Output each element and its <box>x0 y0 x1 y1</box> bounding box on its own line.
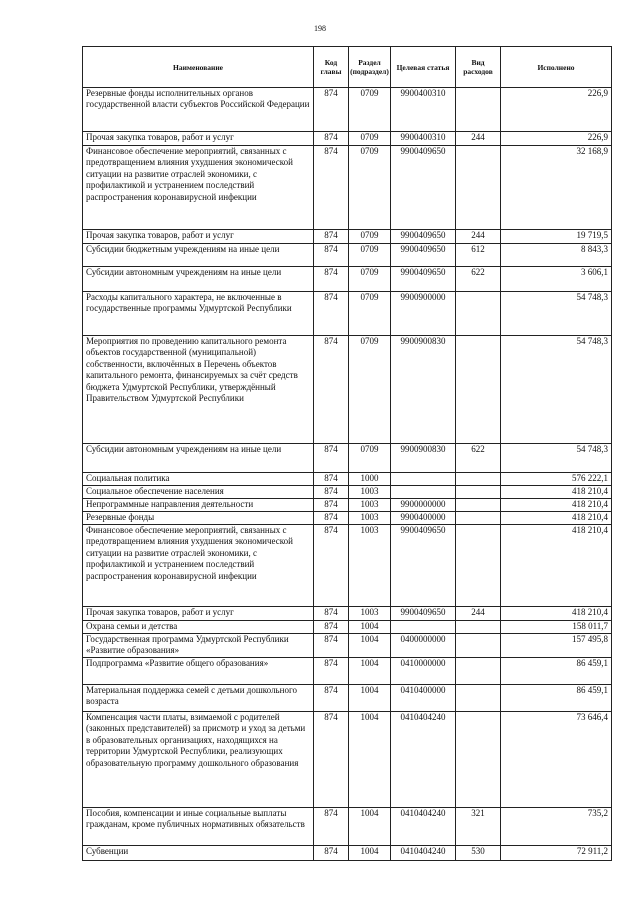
row-target: 9900400310 <box>391 132 456 146</box>
row-code: 874 <box>314 808 349 846</box>
row-expense-type <box>456 88 501 132</box>
row-amount: 3 606,1 <box>501 267 612 292</box>
row-name: Прочая закупка товаров, работ и услуг <box>83 607 314 621</box>
row-expense-type <box>456 712 501 808</box>
row-code: 874 <box>314 658 349 685</box>
row-amount: 54 748,3 <box>501 444 612 473</box>
row-expense-type: 622 <box>456 444 501 473</box>
row-amount: 54 748,3 <box>501 336 612 444</box>
page-number: 198 <box>314 24 326 33</box>
row-name: Субсидии автономным учреждениям на иные цели <box>83 267 314 292</box>
row-target <box>391 486 456 499</box>
row-section: 1003 <box>349 525 391 607</box>
table-row <box>83 267 612 292</box>
row-code: 874 <box>314 607 349 621</box>
row-section: 0709 <box>349 88 391 132</box>
table-header-row <box>83 47 612 88</box>
table-row <box>83 658 612 685</box>
row-expense-type <box>456 499 501 512</box>
row-code: 874 <box>314 230 349 244</box>
row-section: 1003 <box>349 499 391 512</box>
row-name: Социальная политика <box>83 473 314 486</box>
row-target: 0410000000 <box>391 658 456 685</box>
row-expense-type: 244 <box>456 230 501 244</box>
row-section: 1000 <box>349 473 391 486</box>
row-amount: 418 210,4 <box>501 486 612 499</box>
row-name: Субсидии бюджетным учреждениям на иные цели <box>83 244 314 267</box>
table-row <box>83 634 612 658</box>
row-target: 9900409650 <box>391 244 456 267</box>
row-name: Резервные фонды исполнительных органов государственной власти субъектов Российской Федерации <box>83 88 314 132</box>
row-name: Социальное обеспечение населения <box>83 486 314 499</box>
row-amount: 8 843,3 <box>501 244 612 267</box>
row-target: 9900000000 <box>391 499 456 512</box>
row-name: Расходы капитального характера, не включенные в государственные программы Удмуртской Республики <box>83 292 314 336</box>
row-name: Мероприятия по проведению капитального ремонта объектов государственной (муниципальной) собственности, включённых в Перечень объектов капитального ремонта, финансируемых за счёт средств бюджета Удмуртской Республики, утверждённый Правительством Удмуртской Республики <box>83 336 314 444</box>
row-expense-type <box>456 512 501 525</box>
row-expense-type <box>456 634 501 658</box>
table-row <box>83 499 612 512</box>
row-expense-type: 612 <box>456 244 501 267</box>
row-code: 874 <box>314 486 349 499</box>
row-expense-type: 530 <box>456 846 501 861</box>
row-expense-type <box>456 473 501 486</box>
row-expense-type <box>456 336 501 444</box>
row-code: 874 <box>314 444 349 473</box>
row-target: 0410404240 <box>391 712 456 808</box>
row-code: 874 <box>314 621 349 634</box>
row-section: 1003 <box>349 607 391 621</box>
row-name: Субсидии автономным учреждениям на иные цели <box>83 444 314 473</box>
row-amount: 73 646,4 <box>501 712 612 808</box>
row-name: Субвенции <box>83 846 314 861</box>
row-amount: 226,9 <box>501 132 612 146</box>
row-amount: 735,2 <box>501 808 612 846</box>
row-code: 874 <box>314 634 349 658</box>
row-expense-type <box>456 658 501 685</box>
row-section: 0709 <box>349 132 391 146</box>
row-code: 874 <box>314 244 349 267</box>
row-target: 9900400310 <box>391 88 456 132</box>
row-target: 0410404240 <box>391 808 456 846</box>
row-name: Материальная поддержка семей с детьми дошкольного возраста <box>83 685 314 712</box>
row-code: 874 <box>314 473 349 486</box>
table-row <box>83 846 612 861</box>
table-row <box>83 244 612 267</box>
row-section: 0709 <box>349 292 391 336</box>
row-expense-type <box>456 621 501 634</box>
row-target: 9900409650 <box>391 146 456 230</box>
row-expense-type: 321 <box>456 808 501 846</box>
row-section: 1004 <box>349 621 391 634</box>
row-name: Подпрограмма «Развитие общего образования» <box>83 658 314 685</box>
row-name: Финансовое обеспечение мероприятий, связанных с предотвращением влияния ухудшения экономической ситуации на развитие отраслей экономики, с профилактикой и устранением последствий распространения коронавирусной инфекции <box>83 525 314 607</box>
row-code: 874 <box>314 292 349 336</box>
row-expense-type: 622 <box>456 267 501 292</box>
table-row <box>83 88 612 132</box>
table-row <box>83 146 612 230</box>
row-code: 874 <box>314 88 349 132</box>
row-expense-type <box>456 525 501 607</box>
table-row <box>83 808 612 846</box>
row-amount: 157 495,8 <box>501 634 612 658</box>
row-name: Прочая закупка товаров, работ и услуг <box>83 132 314 146</box>
row-target: 0410404240 <box>391 846 456 861</box>
row-name: Компенсация части платы, взимаемой с родителей (законных представителей) за присмотр и уход за детьми в образовательных организациях, находящихся на территории Удмуртской Республики, реализующих образовательную программу дошкольного образования <box>83 712 314 808</box>
row-expense-type: 244 <box>456 607 501 621</box>
row-target: 9900409650 <box>391 607 456 621</box>
header-code: Код главы <box>314 47 349 88</box>
row-section: 0709 <box>349 244 391 267</box>
row-expense-type <box>456 292 501 336</box>
row-target <box>391 621 456 634</box>
row-section: 0709 <box>349 267 391 292</box>
row-code: 874 <box>314 846 349 861</box>
row-amount: 418 210,4 <box>501 499 612 512</box>
row-name: Охрана семьи и детства <box>83 621 314 634</box>
header-expense-type: Вид расходов <box>456 47 501 88</box>
row-expense-type <box>456 486 501 499</box>
row-expense-type <box>456 685 501 712</box>
header-name: Наименование <box>83 47 314 88</box>
row-amount: 19 719,5 <box>501 230 612 244</box>
row-name: Прочая закупка товаров, работ и услуг <box>83 230 314 244</box>
row-amount: 418 210,4 <box>501 525 612 607</box>
header-section: Раздел (подраздел) <box>349 47 391 88</box>
row-name: Финансовое обеспечение мероприятий, связанных с предотвращением влияния ухудшения экономической ситуации на развитие отраслей экономики, с профилактикой и устранением последствий распространения коронавирусной инфекции <box>83 146 314 230</box>
row-section: 1003 <box>349 486 391 499</box>
row-section: 1003 <box>349 512 391 525</box>
row-code: 874 <box>314 712 349 808</box>
row-name: Пособия, компенсации и иные социальные выплаты гражданам, кроме публичных нормативных обязательств <box>83 808 314 846</box>
row-code: 874 <box>314 499 349 512</box>
row-amount: 86 459,1 <box>501 658 612 685</box>
row-code: 874 <box>314 146 349 230</box>
table-row <box>83 525 612 607</box>
row-name: Резервные фонды <box>83 512 314 525</box>
budget-execution-table <box>82 46 612 861</box>
row-section: 1004 <box>349 846 391 861</box>
row-section: 0709 <box>349 444 391 473</box>
row-amount: 86 459,1 <box>501 685 612 712</box>
table-row <box>83 473 612 486</box>
table-row <box>83 132 612 146</box>
row-section: 1004 <box>349 658 391 685</box>
row-amount: 418 210,4 <box>501 512 612 525</box>
table-row <box>83 512 612 525</box>
table-row <box>83 607 612 621</box>
table-row <box>83 444 612 473</box>
row-target: 9900900000 <box>391 292 456 336</box>
table-row <box>83 621 612 634</box>
row-target: 9900409650 <box>391 230 456 244</box>
row-target: 9900400000 <box>391 512 456 525</box>
row-target: 0400000000 <box>391 634 456 658</box>
row-amount: 418 210,4 <box>501 607 612 621</box>
row-section: 1004 <box>349 634 391 658</box>
row-code: 874 <box>314 267 349 292</box>
row-target: 0410400000 <box>391 685 456 712</box>
row-section: 1004 <box>349 712 391 808</box>
row-expense-type: 244 <box>456 132 501 146</box>
row-amount: 72 911,2 <box>501 846 612 861</box>
header-target: Целевая статья <box>391 47 456 88</box>
row-section: 0709 <box>349 230 391 244</box>
row-section: 1004 <box>349 685 391 712</box>
row-name: Государственная программа Удмуртской Республики «Развитие образования» <box>83 634 314 658</box>
row-target: 9900409650 <box>391 525 456 607</box>
row-code: 874 <box>314 132 349 146</box>
row-code: 874 <box>314 512 349 525</box>
row-section: 1004 <box>349 808 391 846</box>
row-target: 9900900830 <box>391 336 456 444</box>
table-row <box>83 486 612 499</box>
table-row <box>83 685 612 712</box>
table-row <box>83 712 612 808</box>
table-row <box>83 230 612 244</box>
row-amount: 32 168,9 <box>501 146 612 230</box>
row-amount: 54 748,3 <box>501 292 612 336</box>
row-section: 0709 <box>349 146 391 230</box>
row-target: 9900900830 <box>391 444 456 473</box>
row-code: 874 <box>314 685 349 712</box>
row-code: 874 <box>314 336 349 444</box>
row-amount: 576 222,1 <box>501 473 612 486</box>
row-target <box>391 473 456 486</box>
table-row <box>83 292 612 336</box>
header-amount: Исполнено <box>501 47 612 88</box>
row-amount: 226,9 <box>501 88 612 132</box>
row-code: 874 <box>314 525 349 607</box>
row-name: Непрограммные направления деятельности <box>83 499 314 512</box>
row-expense-type <box>456 146 501 230</box>
row-target: 9900409650 <box>391 267 456 292</box>
table-row <box>83 336 612 444</box>
row-amount: 158 011,7 <box>501 621 612 634</box>
row-section: 0709 <box>349 336 391 444</box>
